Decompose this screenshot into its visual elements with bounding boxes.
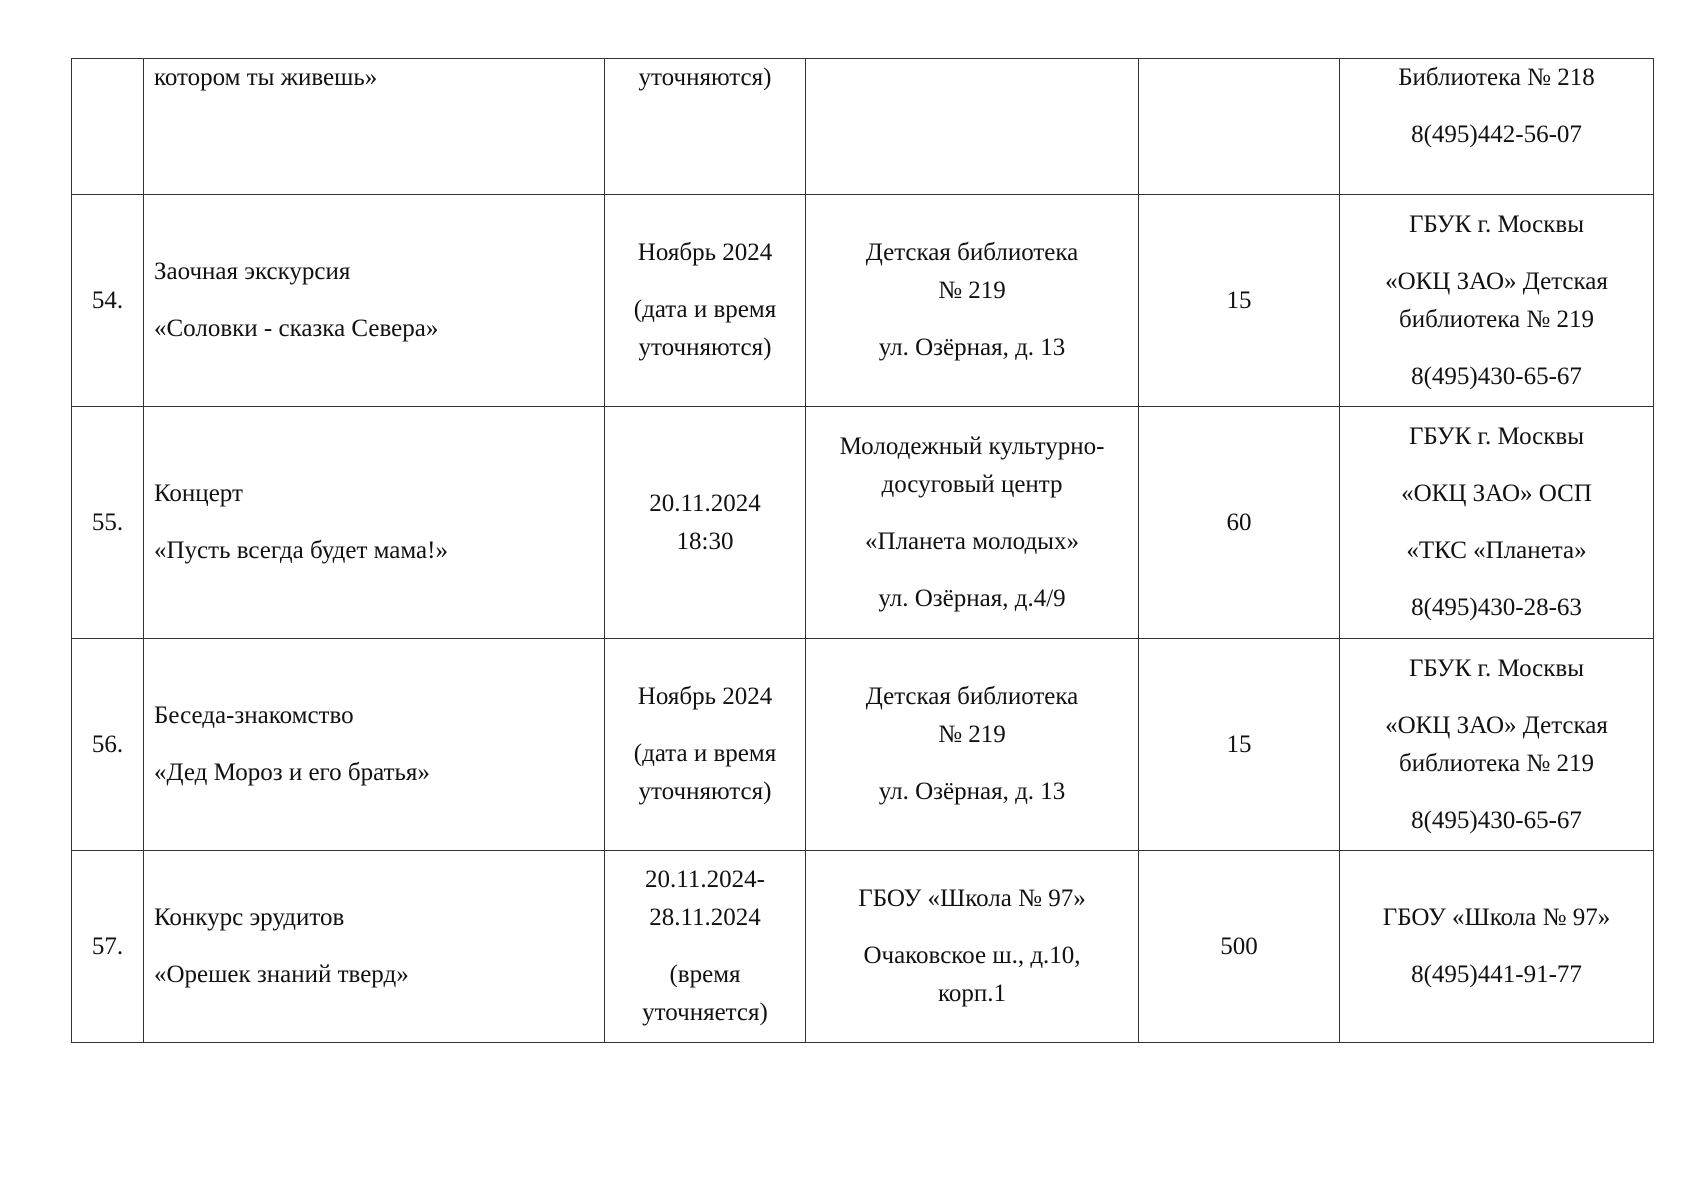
table-row [72, 407, 1654, 639]
event-title: «Дед Мороз и его братья» [154, 759, 430, 786]
event-place-cell [806, 407, 1139, 639]
event-date-line: Ноябрь 2024 [637, 239, 773, 266]
organizer-cell [1340, 639, 1654, 851]
participants-count: 60 [1226, 508, 1252, 536]
event-date-line: уточняются) [638, 334, 772, 361]
organizer-phone: 8(495)430-65-67 [1411, 362, 1582, 390]
row-number: 54. [91, 286, 124, 314]
participants-cell [1139, 639, 1340, 851]
event-title: «Соловки - сказка Севера» [154, 315, 439, 342]
row-number-cell [72, 195, 144, 407]
event-name-cell [144, 59, 605, 195]
event-address: Очаковское ш., д.10, [863, 942, 1081, 969]
event-place-line: № 219 [938, 721, 1006, 748]
organizer-line: Библиотека № 218 [1398, 64, 1595, 91]
event-time: 18:30 [676, 527, 734, 555]
event-place-cell [806, 195, 1139, 407]
participants-count: 15 [1226, 286, 1252, 314]
participants-cell [1139, 195, 1340, 407]
organizer-line: ГБУК г. Москвы [1408, 654, 1585, 682]
row-number-cell [72, 59, 144, 195]
event-date-line: уточняется) [642, 999, 768, 1026]
participants-cell [1139, 59, 1340, 195]
organizer-cell [1340, 851, 1654, 1043]
organizer-cell [1340, 195, 1654, 407]
event-place-line: «Планета молодых» [865, 527, 1079, 555]
event-place-cell [806, 59, 1139, 195]
event-type: Конкурс эрудитов [154, 904, 345, 931]
table-row [72, 59, 1654, 195]
event-date-line: 20.11.2024- [645, 866, 765, 893]
organizer-line: ГБУК г. Москвы [1408, 423, 1585, 450]
event-title: «Орешек знаний тверд» [154, 961, 409, 988]
event-place-cell [806, 639, 1139, 851]
organizer-phone: 8(495)430-28-63 [1411, 594, 1582, 621]
table-row [72, 851, 1654, 1043]
event-address: корп.1 [937, 980, 1006, 1007]
event-place-line: № 219 [938, 277, 1006, 304]
event-place-line: Детская библиотека [865, 239, 1079, 266]
row-number: 55. [91, 508, 124, 536]
event-date-cell [605, 59, 806, 195]
organizer-line: библиотека № 219 [1399, 305, 1594, 333]
row-number-cell [72, 639, 144, 851]
organizer-line: «ОКЦ ЗАО» ОСП [1401, 480, 1592, 507]
organizer-phone: 8(495)441-91-77 [1411, 961, 1582, 988]
table-row [72, 639, 1654, 851]
event-date-line: 20.11.2024 [649, 489, 761, 517]
event-date-line: Ноябрь 2024 [637, 683, 773, 710]
row-number: 56. [91, 730, 124, 758]
event-name-cell [144, 639, 605, 851]
event-date-line: (дата и время [633, 296, 777, 323]
event-place-line: ГБОУ «Школа № 97» [858, 885, 1086, 912]
event-date-cell [605, 851, 806, 1043]
event-address: ул. Озёрная, д. 13 [878, 334, 1066, 361]
organizer-line: «ОКЦ ЗАО» Детская [1385, 267, 1608, 295]
events-table [71, 58, 1654, 1043]
organizer-line: ГБУК г. Москвы [1408, 210, 1585, 238]
event-type: Беседа-знакомство [154, 702, 354, 729]
organizer-line: библиотека № 219 [1399, 749, 1594, 777]
table-row [72, 195, 1654, 407]
event-type: Концерт [154, 480, 243, 507]
event-date-cell [605, 639, 806, 851]
event-place-line: Молодежный культурно- [839, 432, 1105, 460]
organizer-cell [1340, 59, 1654, 195]
event-address: ул. Озёрная, д. 13 [878, 778, 1066, 805]
row-number-cell [72, 407, 144, 639]
participants-count: 15 [1226, 730, 1252, 758]
participants-cell [1139, 407, 1340, 639]
event-address: ул. Озёрная, д.4/9 [878, 584, 1066, 612]
event-date-cell [605, 407, 806, 639]
participants-cell [1139, 851, 1340, 1043]
participants-count: 500 [1220, 932, 1258, 960]
row-number: 57. [91, 932, 124, 960]
event-place-line: Детская библиотека [865, 683, 1079, 710]
event-date-line: 28.11.2024 [649, 904, 761, 931]
event-date-line: (время [669, 961, 741, 988]
event-date-line: уточняются) [638, 778, 772, 805]
event-title: «Пусть всегда будет мама!» [154, 537, 448, 564]
event-type: Заочная экскурсия [154, 258, 351, 285]
event-name-cell [144, 407, 605, 639]
organizer-line: ГБОУ «Школа № 97» [1382, 904, 1611, 931]
row-number-cell [72, 851, 144, 1043]
event-date-line: (дата и время [633, 740, 777, 767]
organizer-phone: 8(495)442-56-07 [1411, 121, 1582, 148]
organizer-phone: 8(495)430-65-67 [1411, 806, 1582, 834]
event-date-cell [605, 195, 806, 407]
organizer-cell [1340, 407, 1654, 639]
event-name-cell [144, 851, 605, 1043]
event-name-line: котором ты живешь» [154, 64, 378, 91]
organizer-line: «ТКС «Планета» [1406, 537, 1587, 564]
organizer-line: «ОКЦ ЗАО» Детская [1385, 711, 1608, 739]
event-date-line: уточняются) [638, 64, 772, 91]
event-place-cell [806, 851, 1139, 1043]
event-place-line: досуговый центр [881, 470, 1063, 498]
event-name-cell [144, 195, 605, 407]
